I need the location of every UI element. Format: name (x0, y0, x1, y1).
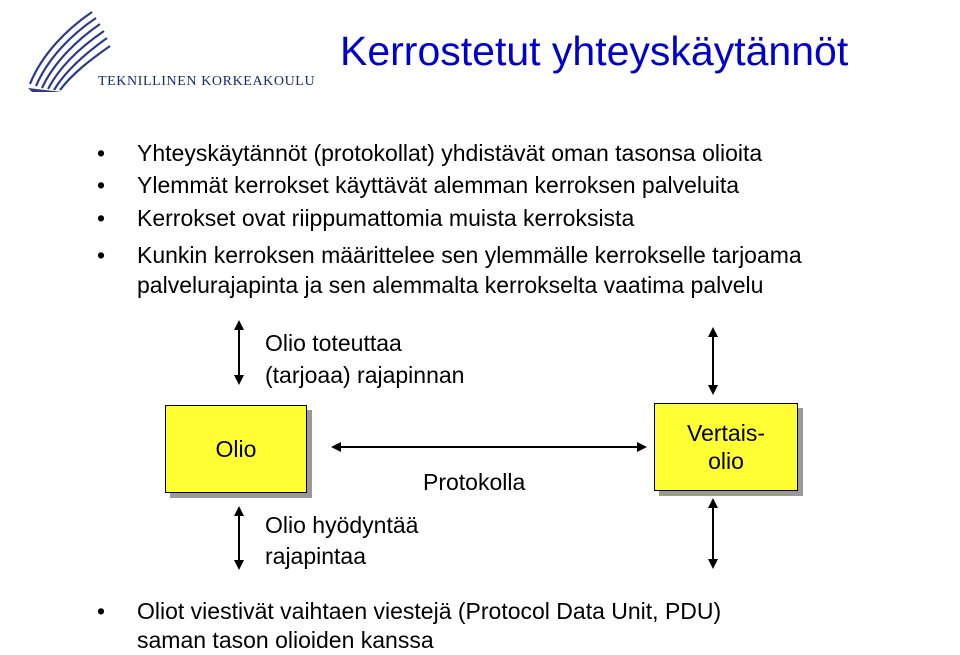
bullet-icon: • (97, 172, 106, 198)
olio-box (165, 405, 307, 493)
bullet-icon: • (97, 598, 106, 624)
bullet-icon: • (97, 205, 106, 231)
bullet-text: Ylemmät kerrokset käyttävät alemman kerroksen palveluita (137, 172, 740, 198)
lower-label-line2: rajapintaa (265, 543, 367, 569)
bullet-icon: • (97, 242, 106, 268)
vertaisolio-label-line1: Vertais- (687, 420, 765, 446)
upper-label-line2: (tarjoaa) rajapinnan (265, 362, 465, 388)
page-title: Kerrostetut yhteyskäytännöt (340, 28, 849, 74)
bullet-text: Kunkin kerroksen määrittelee sen ylemmälle kerrokselle tarjoama (137, 242, 802, 268)
vertaisolio-box (654, 403, 798, 491)
olio-box-label: Olio (215, 436, 257, 462)
bullet-text: Kerrokset ovat riippumattomia muista kerroksista (137, 205, 635, 231)
bullet-text: palvelurajapinta ja sen alemmalta kerrokselta vaatima palvelu (137, 272, 764, 298)
bullet-icon: • (97, 140, 106, 166)
logo-text: TEKNILLINEN KORKEAKOULU (98, 74, 316, 89)
footer-bullet-line2: saman tason olioiden kanssa (137, 627, 434, 653)
protocol-label: Protokolla (423, 469, 526, 495)
bullet-text: Yhteyskäytännöt (protokollat) yhdistävät oman tasonsa olioita (137, 140, 763, 166)
footer-bullet-line1: Oliot viestivät vaihtaen viestejä (Protocol Data Unit, PDU) (137, 598, 722, 624)
vertaisolio-label-line2: olio (708, 448, 744, 474)
upper-label-line1: Olio toteuttaa (265, 330, 402, 356)
lower-label-line1: Olio hyödyntää (265, 512, 419, 538)
